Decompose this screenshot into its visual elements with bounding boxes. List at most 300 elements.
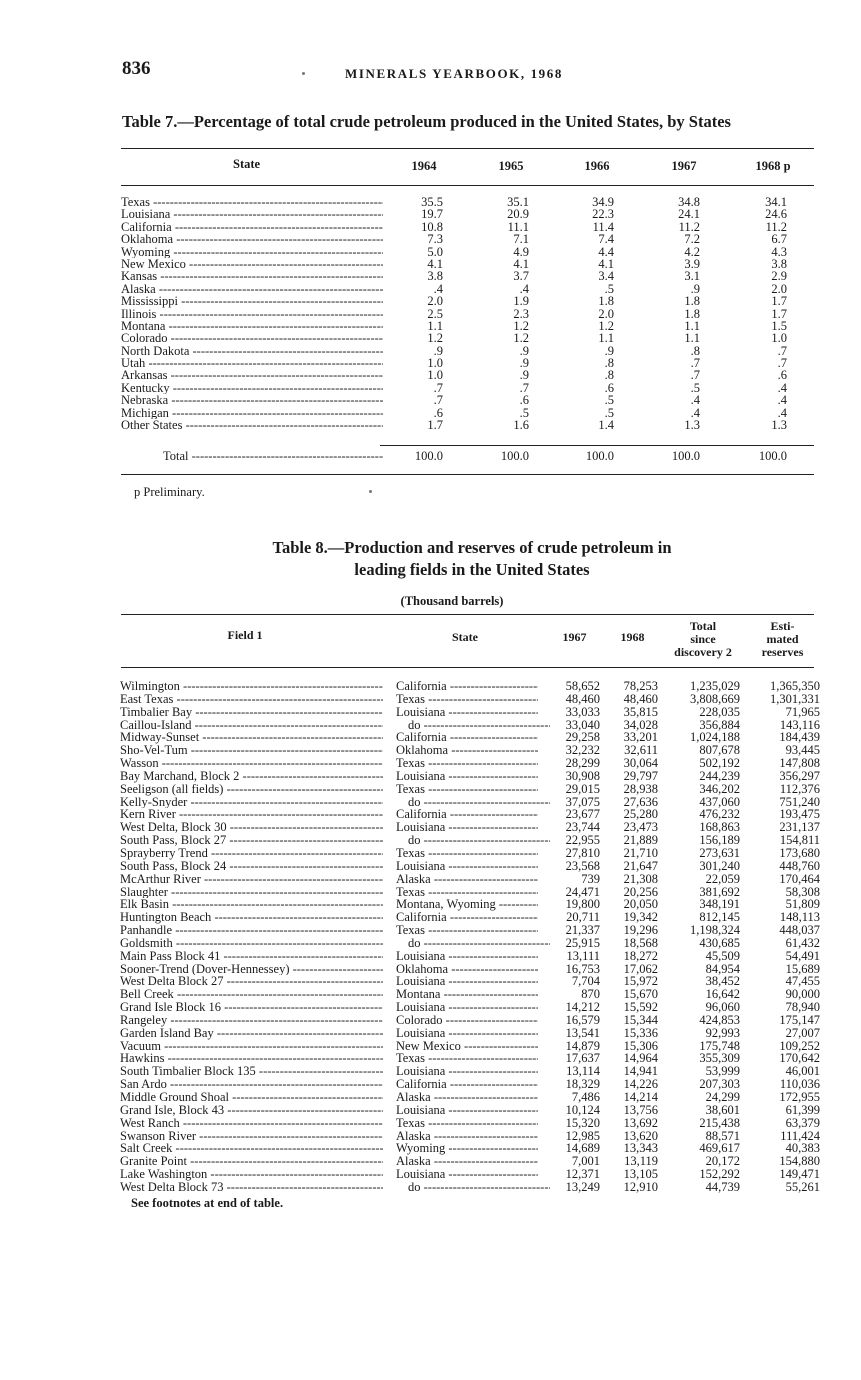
- table7-state-header: State: [233, 157, 261, 171]
- table8-state-cell: Oklahoma -----: [396, 744, 538, 757]
- table8-1968-header: 1968: [620, 630, 645, 644]
- table8-reserves-cell: 63,379: [785, 1115, 820, 1130]
- table7-row: [121, 308, 821, 320]
- table8-1968-cell: 30,064: [623, 756, 658, 771]
- table8-state-cell: Louisiana -----: [396, 1065, 538, 1078]
- table8-footnote: See footnotes at end of table.: [131, 1196, 284, 1210]
- table8-total-header-line: discovery 2: [674, 645, 732, 659]
- table8-reserves-cell: 78,940: [785, 1000, 820, 1015]
- table8-total-cell: 469,617: [699, 1141, 740, 1156]
- table8-total-cell: 430,685: [699, 935, 740, 950]
- table7-total-value: 100.0: [671, 449, 700, 463]
- table8-reserves-cell: 154,880: [779, 1154, 820, 1169]
- table7-value-cell: 1.1: [598, 331, 614, 346]
- table8-field-cell: Elk Basin -----: [120, 898, 383, 911]
- table8-reserves-cell: 147,808: [779, 756, 820, 771]
- table7-top-rule: [121, 148, 814, 149]
- table7-value-cell: 7.4: [598, 232, 614, 247]
- table7-row: [121, 320, 821, 332]
- table8-state-cell: do -----: [396, 937, 550, 950]
- table8-1968-cell: 34,028: [623, 717, 658, 732]
- table7-value-cell: .5: [604, 281, 614, 296]
- table7-row: [121, 394, 821, 406]
- table8-1967-cell: 29,258: [565, 730, 600, 745]
- table7-value-cell: 35.5: [421, 195, 443, 209]
- table8-1968-cell: 19,342: [623, 910, 658, 925]
- table8-row: [120, 860, 820, 873]
- table8-field-cell: Bay Marchand, Block 2 -----: [120, 770, 383, 783]
- table8-1967-cell: 21,337: [565, 923, 600, 938]
- table7-value-cell: 1.6: [513, 418, 529, 433]
- table8-state-cell: Texas -----: [396, 693, 538, 706]
- table8-reserves-cell: 173,680: [779, 845, 820, 860]
- table8-1968-cell: 21,308: [623, 871, 658, 886]
- table7-value-cell: 35.1: [507, 195, 529, 209]
- table7-value-cell: 1.8: [684, 294, 700, 309]
- table7-bottom-rule: [121, 474, 814, 475]
- table7-value-cell: .7: [519, 380, 529, 395]
- table7-value-cell: 1.3: [771, 418, 787, 433]
- table7-value-cell: 7.1: [513, 232, 529, 247]
- table8-reserves-cell: 109,252: [779, 1038, 820, 1053]
- table8-reserves-cell: 47,455: [785, 974, 820, 989]
- table8-field-cell: Rangeley -----: [120, 1014, 383, 1027]
- table7-row: [121, 295, 821, 307]
- table8-1967-cell: 23,568: [565, 858, 600, 873]
- table8-state-cell: do -----: [396, 796, 550, 809]
- table8-1967-cell: 29,015: [565, 781, 600, 796]
- table7-value-cell: 34.1: [765, 195, 787, 209]
- table8-row: [120, 770, 820, 783]
- table7-row: [121, 196, 821, 208]
- table7-state-cell: Wyoming -----: [121, 246, 383, 258]
- table7-value-cell: .7: [690, 368, 700, 383]
- table8-reserves-cell: 231,137: [779, 820, 820, 835]
- table7-value-cell: .5: [519, 405, 529, 420]
- table7-state-cell: Colorado -----: [121, 332, 383, 344]
- table7-value-cell: 3.9: [684, 256, 700, 271]
- table7-value-cell: .7: [433, 393, 443, 408]
- table8-1967-cell: 23,677: [565, 807, 600, 822]
- table7-value-cell: 1.7: [427, 418, 443, 433]
- table8-reserves-cell: 51,809: [785, 897, 820, 912]
- table8-state-cell: Texas -----: [396, 1117, 538, 1130]
- table8-total-cell: 1,235,029: [690, 679, 740, 693]
- table7-state-cell: Michigan -----: [121, 407, 383, 419]
- table7-value-cell: 1.2: [598, 318, 614, 333]
- table8-reserves-header-line: reserves: [761, 645, 804, 659]
- table7-row: [121, 270, 821, 282]
- table8-row: [120, 1104, 820, 1117]
- table7-value-cell: .8: [604, 368, 614, 383]
- table7-value-cell: .6: [604, 380, 614, 395]
- table8-total-cell: 502,192: [699, 756, 740, 771]
- table8-state-header: State: [452, 630, 478, 644]
- table8-field-cell: Huntington Beach -----: [120, 911, 383, 924]
- table7-total-value: 100.0: [758, 449, 787, 463]
- table7-value-cell: 4.9: [513, 244, 529, 259]
- table8-1967-cell: 32,232: [565, 743, 600, 758]
- table8-state-cell: Louisiana -----: [396, 1104, 538, 1117]
- table8-1968-cell: 15,592: [623, 1000, 658, 1015]
- table8-field-cell: Midway-Sunset -----: [120, 731, 383, 744]
- table7-value-cell: 3.8: [771, 256, 787, 271]
- table7-value-cell: 4.4: [598, 244, 614, 259]
- table7-row: [121, 419, 821, 431]
- table8-state-cell: Alaska -----: [396, 1130, 538, 1143]
- table8-field-cell: Swanson River -----: [120, 1130, 383, 1143]
- table7-value-cell: .7: [690, 356, 700, 371]
- table8-1967-cell: 7,001: [571, 1154, 600, 1169]
- table8-state-cell: Louisiana -----: [396, 1027, 538, 1040]
- table8-total-cell: 476,232: [699, 807, 740, 822]
- table8-field-cell: Bell Creek -----: [120, 988, 383, 1001]
- table7-year-header: 1965: [498, 159, 524, 173]
- table8-1968-cell: 15,972: [623, 974, 658, 989]
- table8-reserves-cell: 448,760: [779, 858, 820, 873]
- table7-value-cell: 1.4: [598, 418, 614, 433]
- table8-reserves-cell: 149,471: [779, 1167, 820, 1182]
- table8-1967-cell: 23,744: [565, 820, 600, 835]
- table8-1968-cell: 13,105: [623, 1167, 658, 1182]
- table8-1967-cell: 870: [581, 987, 600, 1002]
- table8-total-cell: 84,954: [705, 961, 740, 976]
- table7-state-cell: Oklahoma -----: [121, 233, 383, 245]
- table8-title-line2: leading fields in the United States: [354, 560, 590, 579]
- table7-value-cell: 11.2: [678, 219, 700, 234]
- table8-1967-cell: 20,711: [566, 910, 600, 925]
- table7-value-cell: 3.8: [427, 269, 443, 284]
- table8-1968-cell: 27,636: [623, 794, 658, 809]
- table8-row: [120, 1091, 820, 1104]
- table8-1967-cell: 739: [581, 871, 600, 886]
- table7-row: [121, 283, 821, 295]
- table8-field-cell: Wilmington -----: [120, 680, 383, 693]
- table8-field-cell: Kern River -----: [120, 808, 383, 821]
- table7-year-header: 1964: [411, 159, 437, 173]
- table7-value-cell: .5: [604, 393, 614, 408]
- table8-total-cell: 20,172: [705, 1154, 740, 1169]
- table8-field-cell: Sho-Vel-Tum -----: [120, 744, 383, 757]
- table7-total-label: Total -----: [163, 449, 383, 463]
- table7-value-cell: 1.0: [427, 356, 443, 371]
- table7-value-cell: .4: [519, 281, 529, 296]
- table8-1968-cell: 18,272: [623, 948, 658, 963]
- table8-1968-cell: 14,964: [623, 1051, 658, 1066]
- table8-1968-cell: 18,568: [623, 935, 658, 950]
- table8-total-cell: 1,198,324: [690, 923, 740, 938]
- table7-row: [121, 345, 821, 357]
- table8-field-cell: San Ardo -----: [120, 1078, 383, 1091]
- table8-1968-cell: 12,910: [623, 1179, 658, 1194]
- table8-1967-cell: 14,212: [565, 1000, 600, 1015]
- table7-value-cell: .9: [433, 343, 443, 358]
- table8-1967-cell: 24,471: [565, 884, 600, 899]
- table8-1968-cell: 21,889: [623, 833, 658, 848]
- table8-total-cell: 228,035: [699, 704, 740, 719]
- table8-total-cell: 244,239: [699, 768, 740, 783]
- table7-value-cell: .6: [433, 405, 443, 420]
- table7-total-rule: [380, 445, 814, 446]
- table8-reserves-cell: 1,301,331: [770, 691, 820, 706]
- table7-value-cell: 2.0: [598, 306, 614, 321]
- table7-state-cell: Illinois -----: [121, 308, 383, 320]
- table8-total-cell: 38,601: [705, 1102, 740, 1117]
- table8-1968-cell: 35,815: [623, 704, 658, 719]
- table8-field-cell: Timbalier Bay -----: [120, 706, 383, 719]
- table8-body: [120, 680, 820, 1194]
- table7-state-cell: Texas -----: [121, 196, 383, 208]
- table7-value-cell: 11.1: [507, 219, 529, 234]
- table8-1967-cell: 17,637: [565, 1051, 600, 1066]
- table8-total-cell: 348,191: [699, 897, 740, 912]
- table8-row: [120, 783, 820, 796]
- table8-1968-cell: 21,647: [623, 858, 658, 873]
- table8-reserves-cell: 15,689: [785, 961, 820, 976]
- table7-value-cell: 1.9: [513, 294, 529, 309]
- table8-title-line1: Table 8.—Production and reserves of crude petroleum in: [272, 538, 672, 557]
- table7-value-cell: 2.5: [427, 306, 443, 321]
- table7-value-cell: .9: [519, 343, 529, 358]
- table8-top-rule: [121, 614, 814, 615]
- table8-total-cell: 38,452: [705, 974, 740, 989]
- table8-1967-cell: 28,299: [565, 756, 600, 771]
- table8-state-cell: Montana, Wyoming -----: [396, 898, 538, 911]
- table8-reserves-cell: 111,424: [780, 1128, 820, 1143]
- table7-value-cell: .7: [777, 356, 787, 371]
- table8-1968-cell: 14,214: [623, 1090, 658, 1104]
- table8-state-cell: Louisiana -----: [396, 821, 538, 834]
- table7-value-cell: 7.2: [684, 232, 700, 247]
- table7-body: [121, 196, 821, 431]
- table8-reserves-cell: 55,261: [785, 1179, 820, 1194]
- table8-total-header: [660, 620, 746, 659]
- table7-state-cell: New Mexico -----: [121, 258, 383, 270]
- table8-row: [120, 1181, 820, 1194]
- table8-1968-cell: 15,306: [623, 1038, 658, 1053]
- table8-row: [120, 937, 820, 950]
- table8-field-cell: East Texas -----: [120, 693, 383, 706]
- table8-reserves-cell: 143,116: [779, 717, 820, 732]
- table7-row: [121, 407, 821, 419]
- table7-value-cell: 1.1: [684, 318, 700, 333]
- table8-field-cell: Lake Washington -----: [120, 1168, 383, 1181]
- scan-speck: [302, 72, 305, 75]
- table8-state-cell: Texas -----: [396, 847, 538, 860]
- table7-value-cell: .6: [777, 368, 787, 383]
- table7-value-cell: .9: [519, 356, 529, 371]
- table8-reserves-cell: 193,475: [779, 807, 820, 822]
- table8-field-cell: South Timbalier Block 135 -----: [120, 1065, 383, 1078]
- table8-state-cell: California -----: [396, 1078, 538, 1091]
- table7-row: [121, 332, 821, 344]
- table7-value-cell: 1.1: [427, 318, 443, 333]
- table7-value-cell: .7: [777, 343, 787, 358]
- table8-reserves-cell: 40,383: [785, 1141, 820, 1156]
- table8-reserves-cell: 170,642: [779, 1051, 820, 1066]
- table8-1967-cell: 10,124: [565, 1102, 600, 1117]
- table8-state-cell: Louisiana -----: [396, 706, 538, 719]
- table8-1967-cell: 30,908: [565, 768, 600, 783]
- table7-year-header: 1968 p: [755, 159, 791, 173]
- table8-reserves-header-line: mated: [766, 632, 799, 646]
- table8-reserves-cell: 1,365,350: [770, 679, 820, 693]
- table8-reserves-cell: 154,811: [779, 833, 820, 848]
- table8-1967-cell: 33,033: [565, 704, 600, 719]
- table8-state-cell: Texas -----: [396, 924, 538, 937]
- table8-field-cell: Caillou-Island -----: [120, 719, 383, 732]
- table8-1967-cell: 7,704: [571, 974, 600, 989]
- table7-value-cell: 1.1: [684, 331, 700, 346]
- table7-state-cell: California -----: [121, 221, 383, 233]
- table8-1967-cell: 16,753: [565, 961, 600, 976]
- table8-state-cell: Texas -----: [396, 1052, 538, 1065]
- table8-field-cell: Goldsmith -----: [120, 937, 383, 950]
- table7-footnote: p Preliminary.: [134, 485, 205, 499]
- table8-field-cell: Sprayberry Trend -----: [120, 847, 383, 860]
- table7-value-cell: 4.1: [513, 256, 529, 271]
- table8-1968-cell: 32,611: [624, 743, 658, 758]
- table7-value-cell: 2.0: [771, 281, 787, 296]
- table8-total-cell: 273,631: [699, 845, 740, 860]
- table8-total-header-line: Total: [689, 619, 717, 633]
- table8-field-cell: Slaughter -----: [120, 886, 383, 899]
- table8-total-cell: 92,993: [705, 1025, 740, 1040]
- table8-1968-cell: 13,692: [623, 1115, 658, 1130]
- table8-row: [120, 1168, 820, 1181]
- table8-1968-cell: 28,938: [623, 781, 658, 796]
- table8-row: [120, 680, 820, 693]
- table7-value-cell: .4: [777, 405, 787, 420]
- table7-value-cell: 4.1: [427, 256, 443, 271]
- table8-reserves-cell: 148,113: [779, 910, 820, 925]
- table8-total-cell: 96,060: [705, 1000, 740, 1015]
- table8-total-cell: 44,739: [705, 1179, 740, 1194]
- table8-reserves-cell: 61,432: [785, 935, 820, 950]
- table8-1967-cell: 48,460: [565, 691, 600, 706]
- table8-reserves-cell: 93,445: [785, 743, 820, 758]
- table8-1967-cell: 22,955: [565, 833, 600, 848]
- table8-field-cell: Main Pass Block 41 -----: [120, 950, 383, 963]
- running-head: MINERALS YEARBOOK, 1968: [345, 66, 563, 81]
- table8-1968-cell: 14,941: [623, 1064, 658, 1079]
- table8-total-cell: 88,571: [705, 1128, 740, 1143]
- table8-total-cell: 156,189: [699, 833, 740, 848]
- table8-total-cell: 424,853: [699, 1012, 740, 1027]
- table8-reserves-cell: 448,037: [779, 923, 820, 938]
- table8-row: [120, 1001, 820, 1014]
- table8-total-cell: 175,748: [699, 1038, 740, 1053]
- table8-1968-cell: 25,280: [623, 807, 658, 822]
- table8-reserves-cell: 46,001: [785, 1064, 820, 1079]
- table8-total-cell: 45,509: [705, 948, 740, 963]
- table8-total-cell: 215,438: [699, 1115, 740, 1130]
- table8-1967-cell: 33,040: [565, 717, 600, 732]
- table7-value-cell: 19.7: [421, 207, 443, 222]
- table7-value-cell: .8: [690, 343, 700, 358]
- table8-state-cell: do -----: [396, 834, 550, 847]
- table7-row: [121, 221, 821, 233]
- table7-value-cell: 1.8: [684, 306, 700, 321]
- table8-total-cell: 207,303: [699, 1077, 740, 1092]
- table7-value-cell: 7.3: [427, 232, 443, 247]
- table7-value-cell: 4.3: [771, 244, 787, 259]
- table8-state-cell: Alaska -----: [396, 1155, 538, 1168]
- table8-1968-cell: 15,336: [623, 1025, 658, 1040]
- table8-1967-cell: 25,915: [565, 935, 600, 950]
- table7-value-cell: 11.2: [765, 219, 787, 234]
- table7-state-cell: Kansas -----: [121, 270, 383, 282]
- table8-row: [120, 693, 820, 706]
- table8-total-cell: 812,145: [699, 910, 740, 925]
- table7-value-cell: 1.0: [427, 368, 443, 383]
- table8-1968-cell: 14,226: [623, 1077, 658, 1092]
- table8-1968-cell: 13,343: [623, 1141, 658, 1156]
- table8-state-cell: Oklahoma -----: [396, 963, 538, 976]
- table8-total-cell: 53,999: [705, 1064, 740, 1079]
- table8-1968-cell: 15,670: [623, 987, 658, 1002]
- table8-total-cell: 356,884: [699, 717, 740, 732]
- table7-state-cell: Other States -----: [121, 419, 383, 431]
- table8-header-rule: [121, 667, 814, 668]
- table7-row: [121, 246, 821, 258]
- table8-state-cell: California -----: [396, 808, 538, 821]
- table8-1967-header: 1967: [562, 630, 587, 644]
- table8-1968-cell: 19,296: [623, 923, 658, 938]
- table8-field-cell: West Delta Block 73 -----: [120, 1181, 383, 1194]
- table8-total-cell: 437,060: [699, 794, 740, 809]
- table8-1967-cell: 13,114: [566, 1064, 600, 1079]
- table8-1968-cell: 13,620: [623, 1128, 658, 1143]
- table7-value-cell: 3.7: [513, 269, 529, 284]
- table8-1967-cell: 18,329: [565, 1077, 600, 1092]
- table7-value-cell: .5: [604, 405, 614, 420]
- table8-1968-cell: 20,050: [623, 897, 658, 912]
- table7-value-cell: .4: [690, 393, 700, 408]
- table8-total-cell: 24,299: [705, 1090, 740, 1104]
- table8-row: [120, 706, 820, 719]
- table8-field-cell: Wasson -----: [120, 757, 383, 770]
- table8-1967-cell: 37,075: [565, 794, 600, 809]
- table7-value-cell: .4: [777, 380, 787, 395]
- table8-state-cell: California -----: [396, 911, 538, 924]
- table7-total-row: [121, 449, 821, 463]
- table8-state-cell: Texas -----: [396, 783, 538, 796]
- table8-field-cell: Hawkins -----: [120, 1052, 383, 1065]
- table8-reserves-cell: 90,000: [785, 987, 820, 1002]
- table8-reserves-cell: 54,491: [785, 948, 820, 963]
- table8-1967-cell: 19,800: [565, 897, 600, 912]
- table7-value-cell: .7: [433, 380, 443, 395]
- table8-1967-cell: 12,985: [565, 1128, 600, 1143]
- table8-row: [120, 847, 820, 860]
- table7-value-cell: 34.9: [592, 195, 614, 209]
- table8-1967-cell: 13,249: [565, 1179, 600, 1194]
- table7-state-cell: Kentucky -----: [121, 382, 383, 394]
- table7-row: [121, 258, 821, 270]
- table7-state-cell: Louisiana -----: [121, 208, 383, 220]
- table8-1967-cell: 15,320: [565, 1115, 600, 1130]
- table8-reserves-cell: 172,955: [779, 1090, 820, 1104]
- table7-value-cell: 1.0: [771, 331, 787, 346]
- table8-total-cell: 301,240: [699, 858, 740, 873]
- table7-value-cell: .6: [519, 393, 529, 408]
- table7-value-cell: 1.2: [513, 331, 529, 346]
- table8-field-cell: Middle Ground Shoal -----: [120, 1091, 383, 1104]
- table8-total-cell: 355,309: [699, 1051, 740, 1066]
- table7-value-cell: 3.1: [684, 269, 700, 284]
- table7-total-value: 100.0: [500, 449, 529, 463]
